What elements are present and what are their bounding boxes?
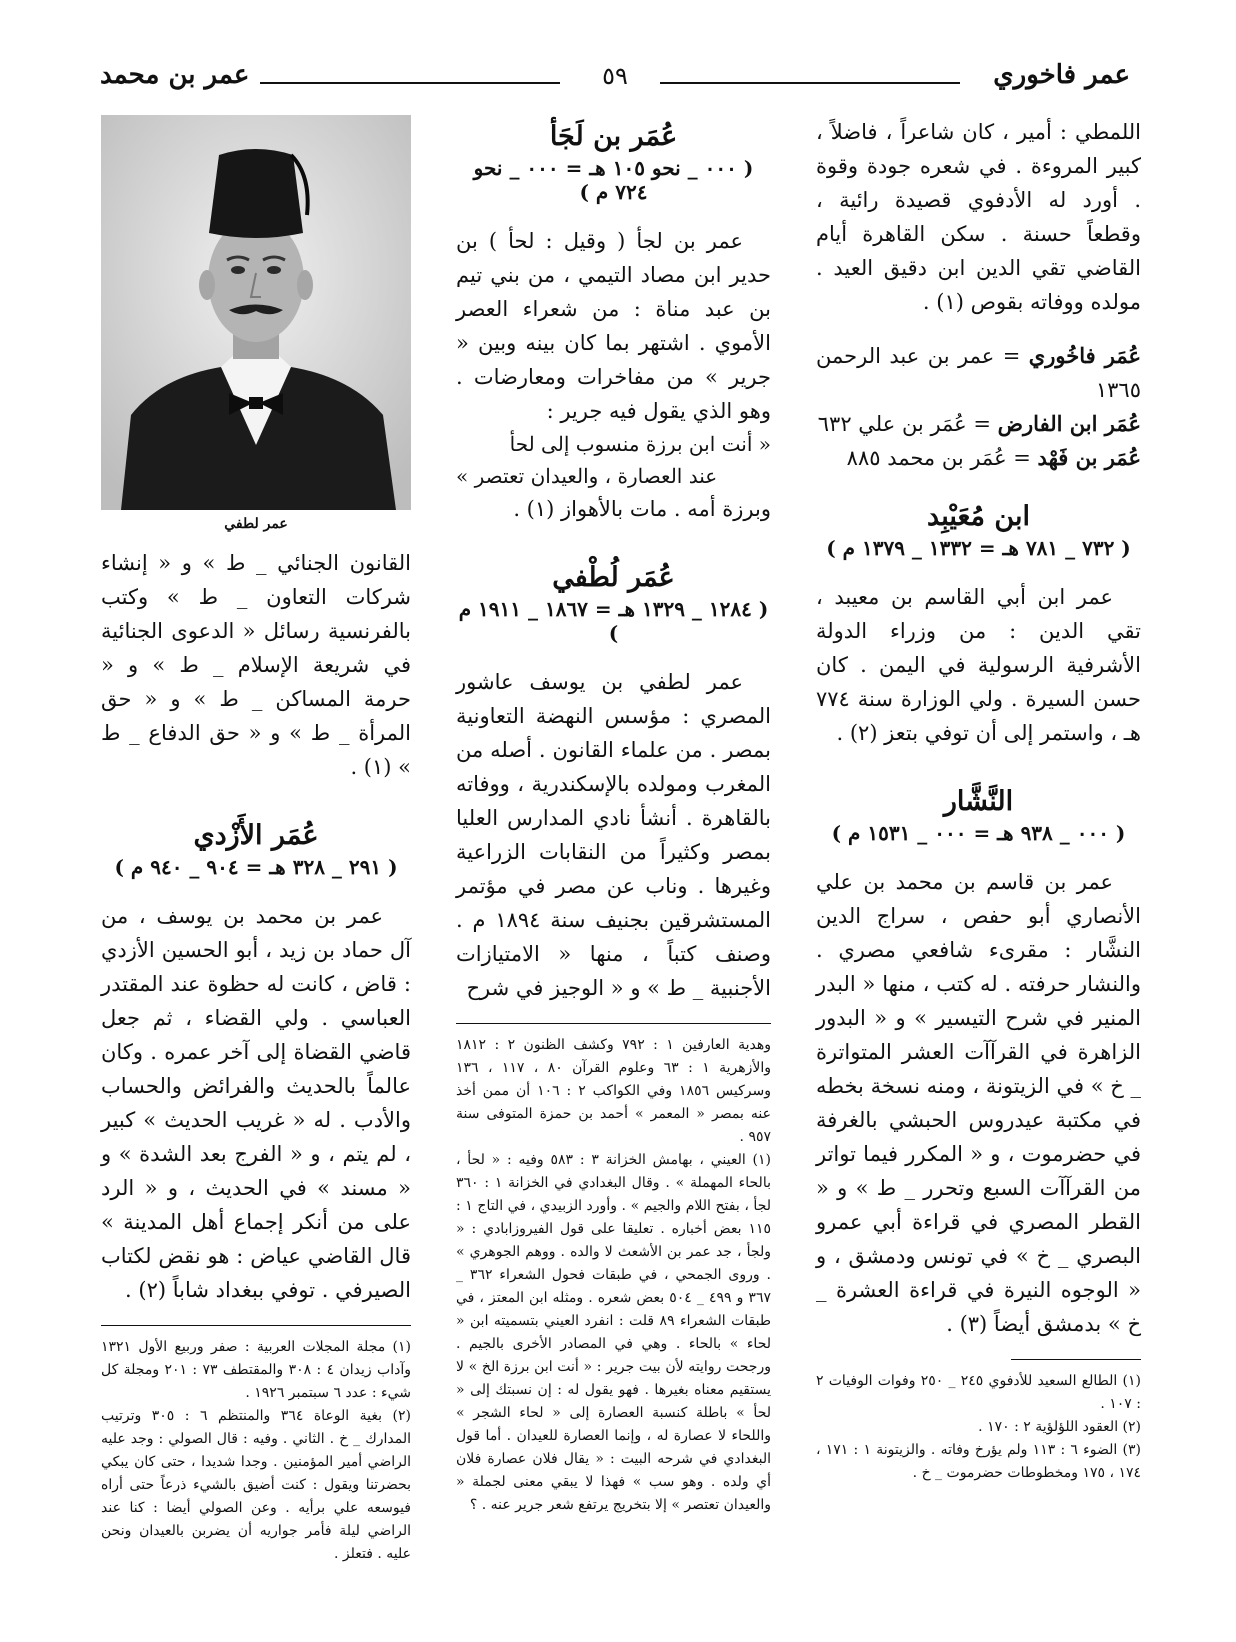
cross-reference: عُمَر ابن الفارض = عُمَر بن علي ٦٣٢: [817, 411, 1141, 436]
entry-dates: ( ٢٩١ _ ٣٢٨ هـ = ٩٠٤ _ ٩٤٠ م ): [114, 855, 398, 879]
footnote-rule: [456, 1023, 771, 1024]
footnote: (١) الطالع السعيد للأدفوي ٢٤٥ _ ٢٥٠ وفوات الوفيات ٢ : ١٠٧ .: [816, 1373, 1141, 1412]
entry-title: عُمَر الأَزْدي: [193, 820, 319, 851]
photo-caption: عمر لطفي: [224, 516, 288, 532]
portrait-photo: [101, 115, 411, 510]
cross-reference: عُمَر فاخُوري = عمر بن عبد الرحمن ١٣٦٥: [816, 343, 1141, 402]
footnote: (٢) العقود اللؤلؤية ٢ : ١٧٠ .: [978, 1419, 1141, 1435]
entry-body: عمر بن لجأ ( وقيل : لحأ ) بن حدير ابن مصاد التيمي ، من بني تيم بن عبد مناة : من شعراء العصر الأموي . اشتهر بما كان بينه وبين « جرير » من مفاخرات ومعارضات . وهو الذي يقول فيه جرير :: [456, 229, 771, 423]
footnote: (١) مجلة المجلات العربية : صفر وربيع الأول ١٣٢١ وآداب زيدان ٤ : ٣٠٨ والمقتطف ٧٣ : ٢٠١ ومجلة كل شيء : عدد ٦ سبتمبر ١٩٢٦ .: [101, 1339, 412, 1401]
entry-dates: ( ٠٠٠ _ نحو ١٠٥ هـ = ٠٠٠ _ نحو ٧٢٤ م ): [473, 156, 754, 204]
entry-body: عمر بن قاسم بن محمد بن علي الأنصاري أبو حفص ، سراج الدين النشَّار : مقرىء شافعي مصري . والنشار حرفته . له كتب ، منها « البدر المنير في شرح التيسير » و « البدور الزاهرة في القرآآت العشر المتواترة _ خ » في الزيتونة ، ومنه نسخة بخطه في مكتبة عيدروس الحبشي بالغرفة في حضرموت ، و « المكرر فيما تواتر من القرآآت السبع وتحرر _ ط » و « القطر المصري في قراءة أبي عمرو البصري _ خ » في تونس ودمشق ، و « الوجوه النيرة في قراءة العشرة _ خ » بدمشق أيضاً (٣) .: [816, 870, 1141, 1336]
column-left: [101, 115, 411, 1566]
column-right: [816, 115, 1141, 1485]
entry-body: عمر لطفي بن يوسف عاشور المصري : مؤسس النهضة التعاونية بمصر . من علماء القانون . أصله من المغرب ومولده بالإسكندرية ، ووفاته بالقاهرة . أنشأ نادي المدارس العليا بمصر وكثيراً من النقابات الزراعية وغيرها . وناب عن مصر في مؤتمر المستشرقين بجنيف سنة ١٨٩٤ م . وصنف كتباً ، منها « الامتيازات الأجنبية _ ط » و « الوجيز في شرح: [456, 670, 772, 1000]
running-header: [100, 60, 1130, 100]
portrait-illustration: [101, 115, 411, 510]
footnote: (١) العيني ، بهامش الخزانة ٣ : ٥٨٣ وفيه : « لحأ ، بالحاء المهملة » . وقال البغدادي في الخزانة ١ : ٣٦٠ لجأ ، بفتح اللام والجيم » . وأورد الزبيدي ، في التاج ١ : ١١٥ بعض أخباره . تعليقا على قول الفيروزابادي : « ولجأ ، جد عمر بن الأشعث لا والده . ووهم الجوهري » . وروى الجمحي ، في طبقات فحول الشعراء ٣٦٢ _ ٣٦٧ و ٤٩٩ _ ٥٠٤ بعض شعره . ومثله ابن المعتز ، في طبقات الشعراء ٨٩ قلت : انفرد العيني بتسميته ابن « لحاء » بالحاء . وهي في المصادر الأخرى بالجيم . ورجحت روايته لأن بيت جرير : « أنت ابن برزة الخ » لا يستقيم معناه بغيرها . فهو يقول له : إن نسبتك إلى « لحأ » باطلة كنسبة العصارة إلى « لحاء الشجر » واللحاء لا عصارة له ، وإنما العصارة للعيدان . أما قول البغدادي في شرحه البيت : « يقال فلان عصارة فلان أي ولده . وهو سب » فهذا لا يبقي معنى لجملة « والعيدان تعتصر » إلا بتخريج يرتفع شعر جرير عنه . ؟: [456, 1152, 772, 1513]
header-right-title: عمر فاخوري: [993, 60, 1130, 90]
footnote-rule: [1011, 1359, 1141, 1360]
entry-title: ابن مُعَيْبِد: [927, 501, 1030, 532]
entry-body: عمر بن محمد بن يوسف ، من آل حماد بن زيد ، أبو الحسين الأزدي : قاض ، كانت له حظوة عند المقتدر العباسي . ولي القضاء ، ثم جعل قاضي القضاة إلى آخر عمره . وكان عالماً بالحديث والفرائض والحساب والأدب . له « غريب الحديث » كبير ، لم يتم ، و « الفرج بعد الشدة » و « مسند » في الحديث ، و « الرد على من أنكر إجماع أهل المدينة » قال القاضي عياض : هو نقض لكتاب الصيرفي . توفي ببغداد شاباً (٢) .: [101, 904, 411, 1302]
footnote-rule: [101, 1325, 411, 1326]
entry-continuation: اللمطي : أمير ، كان شاعراً ، فاضلاً ، كبير المروءة . في شعره جودة وقوة . أورد له الأدفوي قصيدة رائية ، وقطعاً حسنة . سكن القاهرة أيام القاضي تقي الدين ابن دقيق العيد . مولده ووفاته بقوص (١) .: [816, 120, 1141, 314]
entry-dates: ( ١٢٨٤ _ ١٣٢٩ هـ = ١٨٦٧ _ ١٩١١ م ): [458, 597, 769, 645]
cross-reference: عُمَر بن فَهْد = عُمَر بن محمد ٨٨٥: [846, 445, 1141, 470]
entry-body: وبرزة أمه . مات بالأهواز (١) .: [513, 497, 771, 521]
column-middle: [456, 115, 771, 1517]
entry-dates: ( ٧٣٢ _ ٧٨١ هـ = ١٣٣٢ _ ١٣٧٩ م ): [826, 536, 1131, 560]
entry-title: عُمَر بن لَجَأ: [549, 121, 678, 152]
header-left-title: عمر بن محمد: [100, 60, 250, 90]
verse-first-hemistich: « أنت ابن برزة منسوب إلى لحأ: [509, 432, 771, 456]
footnote: (٢) بغية الوعاة ٣٦٤ والمنتظم ٦ : ٣٠٥ وترتيب المدارك _ خ . الثاني . وفيه : قال الصولي : وجد عليه الراضي أمير المؤمنين . وجدا شديدا ، حتى كان يبكي بحضرتنا ويقول : كنت أضيق بالشيء ذرعاً حتى أراه فيوسعه علي برأيه . وعن الصولي أيضا : كنا عند الراضي ليلة فأمر جواريه أن يضربن بالعيدان ونحن عليه . فتعلز .: [101, 1408, 412, 1562]
header-rule-right: [660, 82, 960, 84]
page-number: ٥٩: [602, 62, 628, 90]
entry-title: عُمَر لُطْفي: [552, 562, 675, 593]
entry-title: النَّشَّار: [943, 786, 1014, 817]
entry-dates: ( ٠٠٠ _ ٩٣٨ هـ = ٠٠٠ _ ١٥٣١ م ): [831, 821, 1126, 845]
verse-second-hemistich: عند العصارة ، والعيدان تعتصر »: [456, 464, 718, 488]
footnote: (٣) الضوء ٦ : ١١٣ ولم يؤرخ وفاته . والزيتونة ١ : ١٧١ ، ١٧٤ ، ١٧٥ ومخطوطات حضرموت _ خ .: [816, 1442, 1141, 1481]
footnote: وهدية العارفين ١ : ٧٩٢ وكشف الظنون ٢ : ١٨١٢ والأزهرية ١ : ٦٣ وعلوم القرآن ٨٠ ، ١١٧ ، ١٣٦ وسركيس ١٨٥٦ وفي الكواكب ٢ : ١٠٦ أن ممن أخذ عنه بمصر « المعمر » أحمد بن حمزة المتوفى سنة ٩٥٧ .: [456, 1037, 772, 1145]
entry-body: عمر ابن أبي القاسم بن معيبد ، تقي الدين : من وزراء الدولة الأشرفية الرسولية في اليمن . كان حسن السيرة . ولي الوزارة سنة ٧٧٤ هـ ، واستمر إلى أن توفي بتعز (٢) .: [816, 585, 1141, 745]
header-rule-left: [260, 82, 560, 84]
entry-continuation: القانون الجنائي _ ط » و « إنشاء شركات التعاون _ ط » وكتب بالفرنسية رسائل « الدعوى الجنائية في شريعة الإسلام _ ط » و « حرمة المساكن _ ط » و « حق المرأة _ ط » و « حق الدفاع _ ط » (١) .: [101, 551, 411, 779]
